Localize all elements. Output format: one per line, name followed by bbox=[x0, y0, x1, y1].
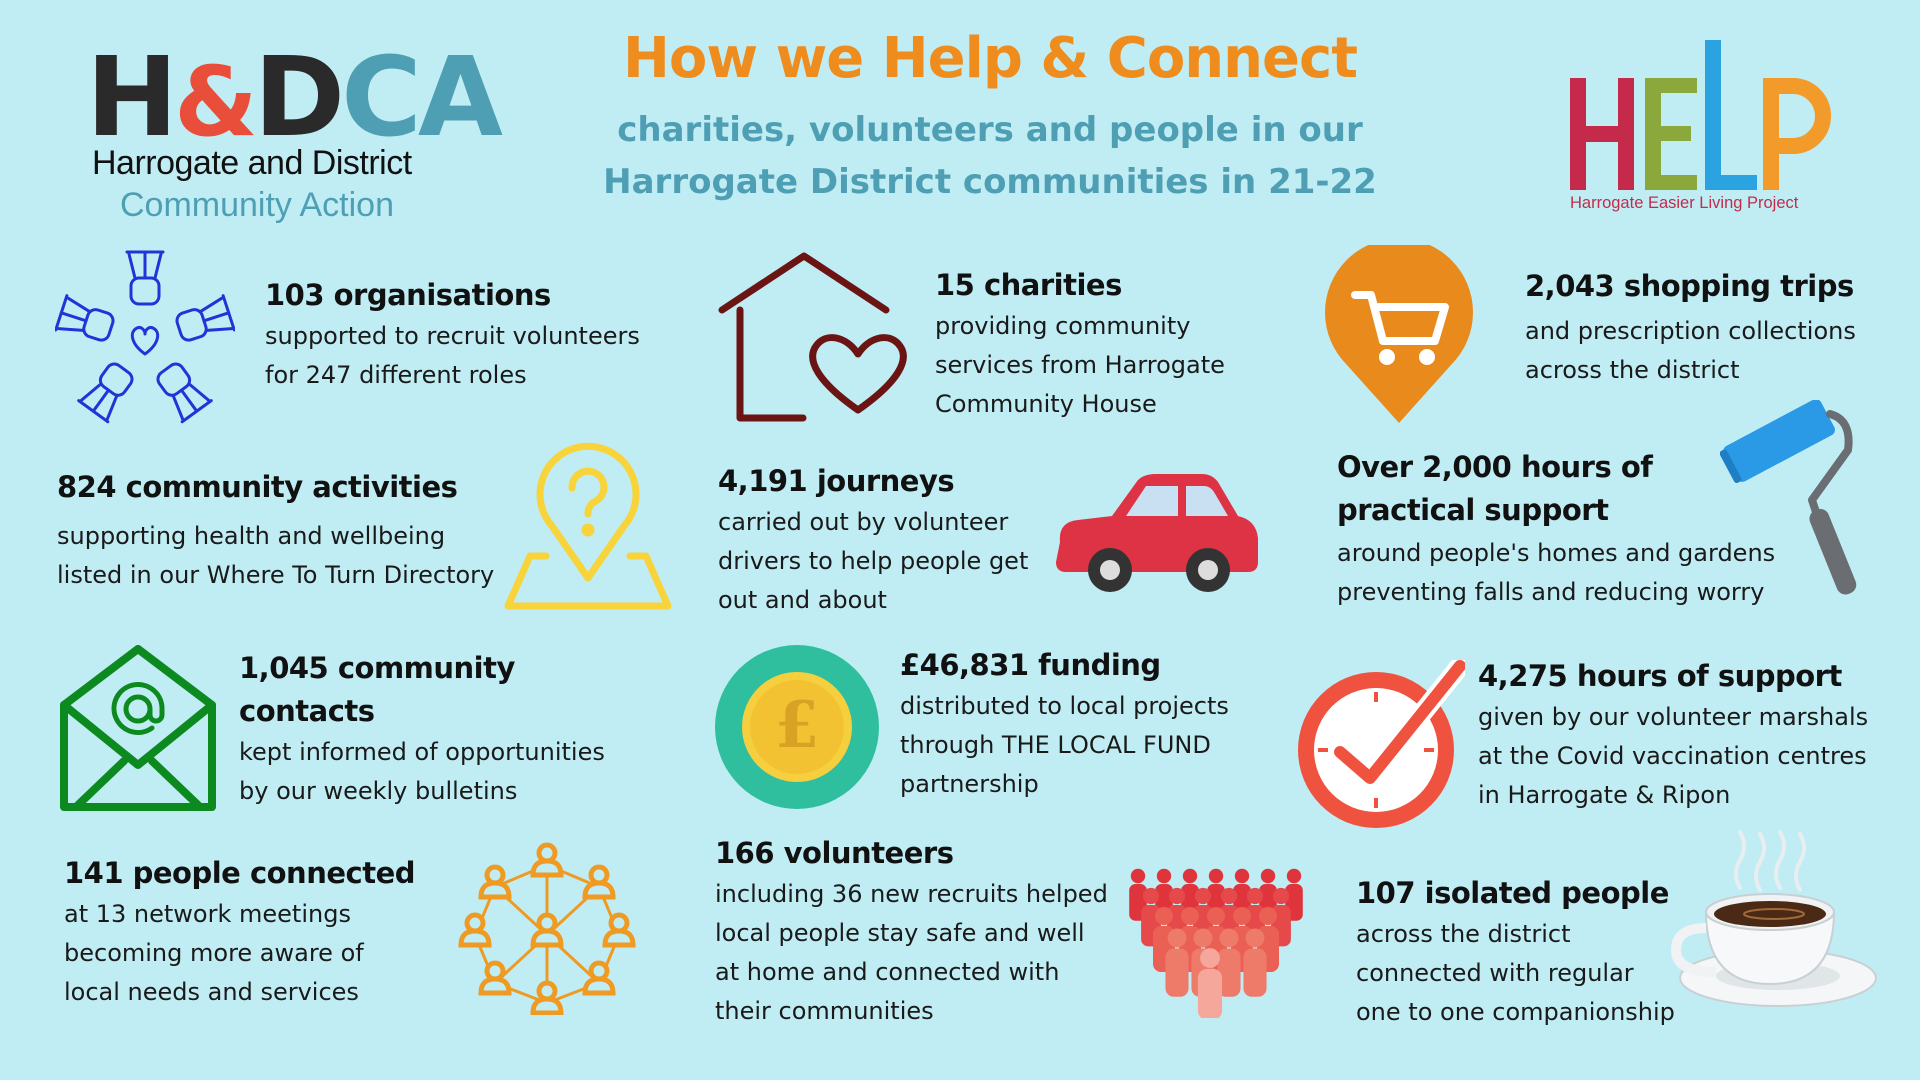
stat-isolated-line1: across the district bbox=[1356, 920, 1571, 948]
stat-journeys-line2: drivers to help people get bbox=[718, 547, 1029, 575]
page-subtitle-line2: Harrogate District communities in 21-22 bbox=[603, 162, 1377, 202]
stat-charities-line1: providing community bbox=[935, 312, 1191, 340]
stat-organisations bbox=[265, 274, 640, 395]
hdca-logo-mark bbox=[86, 33, 499, 161]
paint-roller-icon bbox=[1720, 400, 1860, 605]
stat-marshals-line1: given by our volunteer marshals bbox=[1478, 703, 1869, 731]
stat-funding-heading: £46,831 funding bbox=[900, 648, 1161, 682]
stat-contacts-line2: by our weekly bulletins bbox=[239, 777, 518, 805]
stat-journeys-line1: carried out by volunteer bbox=[718, 508, 1009, 536]
page-subtitle-line1: charities, volunteers and people in our bbox=[617, 110, 1363, 150]
stat-charities bbox=[935, 264, 1225, 424]
shopping-cart-pin-icon bbox=[1325, 245, 1475, 425]
stat-journeys-line3: out and about bbox=[718, 586, 887, 614]
coffee-cup-icon bbox=[1670, 828, 1880, 1013]
logo-letter-a: A bbox=[417, 33, 499, 161]
stat-volunteers-line2: local people stay safe and well bbox=[715, 919, 1085, 947]
stat-activities-line1: supporting health and wellbeing bbox=[57, 522, 446, 550]
house-heart-icon bbox=[718, 252, 908, 422]
stat-volunteers-line3: at home and connected with bbox=[715, 958, 1060, 986]
stat-isolated bbox=[1356, 872, 1675, 1032]
stat-practical bbox=[1337, 446, 1775, 612]
clock-check-icon bbox=[1290, 660, 1465, 835]
stat-funding bbox=[900, 644, 1229, 804]
email-envelope-icon bbox=[58, 645, 218, 815]
stat-charities-line2: services from Harrogate bbox=[935, 351, 1225, 379]
stat-marshals-line3: in Harrogate & Ripon bbox=[1478, 781, 1731, 809]
help-logo bbox=[1565, 38, 1835, 218]
logo-letter-d: D bbox=[253, 33, 342, 161]
stat-shopping-line2: across the district bbox=[1525, 356, 1740, 384]
stat-practical-line1: around people's homes and gardens bbox=[1337, 539, 1776, 567]
stat-charities-heading: 15 charities bbox=[935, 268, 1122, 302]
stat-contacts bbox=[239, 647, 605, 811]
stat-practical-heading-line1: Over 2,000 hours of bbox=[1337, 450, 1653, 484]
stat-volunteers-line4: their communities bbox=[715, 997, 934, 1025]
stat-journeys-heading: 4,191 journeys bbox=[718, 464, 955, 498]
logo-letter-c: C bbox=[341, 33, 418, 161]
stat-connected-line1: at 13 network meetings bbox=[64, 900, 351, 928]
stat-connected-line3: local needs and services bbox=[64, 978, 359, 1006]
hands-circle-icon bbox=[55, 245, 235, 435]
stat-activities-line2: listed in our Where To Turn Directory bbox=[57, 561, 495, 589]
stat-practical-line2: preventing falls and reducing worry bbox=[1337, 578, 1765, 606]
logo-letter-ampersand: & bbox=[174, 46, 254, 158]
crowd-people-icon bbox=[1118, 858, 1303, 1018]
stat-connected-heading: 141 people connected bbox=[64, 856, 415, 890]
hdca-logo bbox=[86, 33, 499, 242]
stat-contacts-heading-line2: contacts bbox=[239, 694, 375, 728]
stat-contacts-heading-line1: 1,045 community bbox=[239, 651, 515, 685]
stat-journeys bbox=[718, 460, 1028, 620]
stat-organisations-line2: for 247 different roles bbox=[265, 361, 527, 389]
question-map-pin-icon bbox=[502, 438, 674, 610]
stat-practical-heading-line2: practical support bbox=[1337, 493, 1609, 527]
car-icon bbox=[1052, 470, 1262, 595]
stat-funding-line3: partnership bbox=[900, 770, 1039, 798]
stat-funding-line2: through THE LOCAL FUND bbox=[900, 731, 1211, 759]
stat-isolated-line3: one to one companionship bbox=[1356, 998, 1675, 1026]
logo-letter-h: H bbox=[86, 33, 175, 161]
stat-volunteers bbox=[715, 832, 1108, 1031]
stat-organisations-line1: supported to recruit volunteers bbox=[265, 322, 640, 350]
stat-organisations-heading: 103 organisations bbox=[265, 278, 551, 312]
stat-activities-heading: 824 community activities bbox=[57, 470, 458, 504]
stat-activities bbox=[57, 466, 494, 595]
page-title: How we Help & Connect bbox=[623, 26, 1357, 91]
stat-connected-line2: becoming more aware of bbox=[64, 939, 364, 967]
stat-marshals bbox=[1478, 655, 1868, 815]
stat-contacts-line1: kept informed of opportunities bbox=[239, 738, 605, 766]
stat-volunteers-heading: 166 volunteers bbox=[715, 836, 954, 870]
hdca-logo-line2: Community Action bbox=[120, 186, 394, 224]
help-logo-mark bbox=[1565, 38, 1835, 218]
stat-charities-line3: Community House bbox=[935, 390, 1157, 418]
stat-marshals-line2: at the Covid vaccination centres bbox=[1478, 742, 1867, 770]
stat-volunteers-line1: including 36 new recruits helped bbox=[715, 880, 1108, 908]
stat-isolated-line2: connected with regular bbox=[1356, 959, 1634, 987]
people-network-icon bbox=[455, 835, 640, 1015]
pound-coin-icon bbox=[714, 644, 880, 810]
stat-marshals-heading: 4,275 hours of support bbox=[1478, 659, 1842, 693]
stat-connected bbox=[64, 852, 415, 1012]
stat-funding-line1: distributed to local projects bbox=[900, 692, 1229, 720]
help-logo-tagline: Harrogate Easier Living Project bbox=[1570, 194, 1799, 212]
stat-isolated-heading: 107 isolated people bbox=[1356, 876, 1669, 910]
stat-shopping-heading: 2,043 shopping trips bbox=[1525, 269, 1854, 303]
stat-shopping-line1: and prescription collections bbox=[1525, 317, 1856, 345]
stat-shopping bbox=[1525, 265, 1856, 390]
hdca-logo-line1: Harrogate and District bbox=[92, 144, 412, 182]
pound-coin-symbol: £ bbox=[774, 688, 820, 763]
